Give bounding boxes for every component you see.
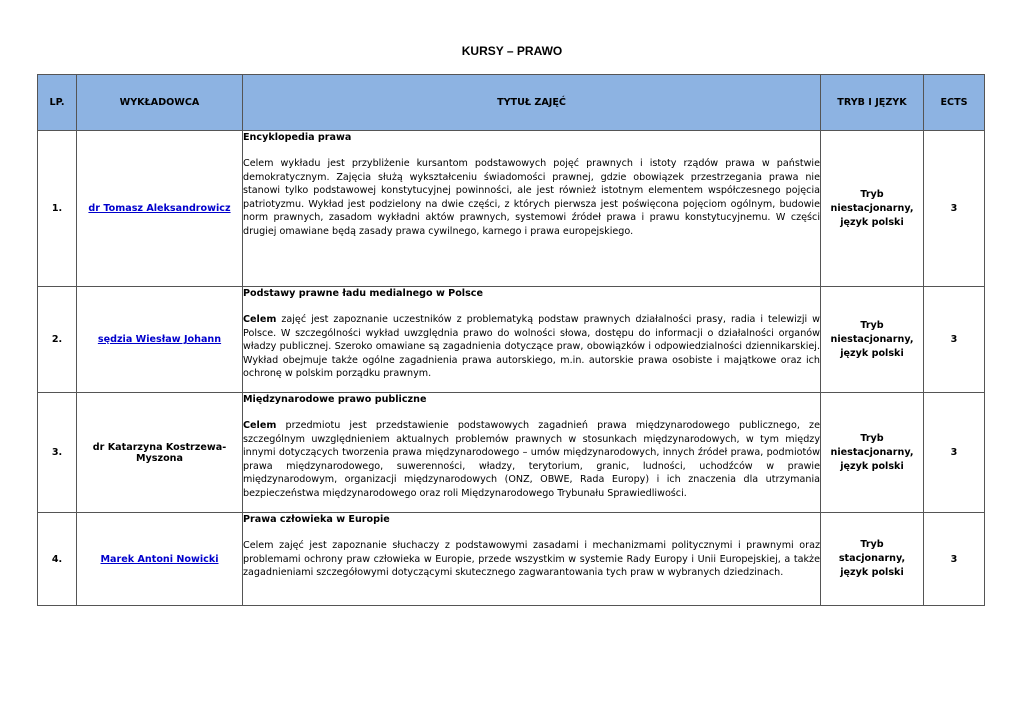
course-description-text: przedmiotu jest przedstawienie podstawowych zagadnień prawa międzynarodowego publicznego, ze szczególnym uwzględnieniem aktualnych problemów prawnych w stosunkach międzynarodowych, w tym między innymi dotyczących tworzenia prawa międzynarodowego – umów międzynarodowych, innych źródeł prawa, podmiotów prawa międzynarodowego, suwerenności, władzy, terytorium, granic, ludności, uchodźców w prawie międzynarodowym, organizacji międzynarodowych (ONZ, OBWE, Rada Europy) i ich znaczenia dla utrzymania bezpieczeństwa międzynarodowego oraz roli Międzynarodowego Trybunału Sprawiedliwości.: [243, 420, 820, 499]
mode-line-1: Tryb: [860, 319, 884, 331]
course-cell: [243, 393, 821, 513]
ects-value: 3: [924, 287, 985, 393]
lecturer-cell: [77, 513, 243, 606]
lecturer-cell: [77, 287, 243, 393]
row-number: 4.: [38, 513, 77, 606]
course-description-text: zajęć jest zapoznanie uczestników z problematyką podstaw prawnych działalności prasy, radia i telewizji w Polsce. W szczególności wykład uwzględnia prawo do wolności słowa, dostępu do informacji o działalności organów władzy publicznej. Szeroko omawiane są zagadnienia dotyczące praw, obowiązków i odpowiedzialności dziennikarskiej. Wykład obejmuje także ogólne zagadnienia prawa autorskiego, m.in. autorskie prawa osobiste i majątkowe oraz ich ochronę w polskim porządku prawnym.: [243, 314, 820, 380]
course-description-text: Celem zajęć jest zapoznanie słuchaczy z podstawowymi zasadami i mechanizmami politycznymi i prawnymi oraz problemami ochrony praw człowieka w Europie, przede wszystkim w systemie Rady Europy i Unii Europejskiej, a także zagadnieniami szczegółowymi dotyczącymi skutecznego zagwarantowania tych praw w wybranych dziedzinach.: [243, 540, 820, 579]
course-title: Podstawy prawne ładu medialnego w Polsce: [243, 288, 483, 299]
course-description: [243, 419, 820, 501]
course-description-lead: Celem: [243, 420, 277, 431]
table-row: [38, 513, 985, 606]
header-mode: TRYB I JĘZYK: [821, 75, 924, 131]
header-lp: LP.: [38, 75, 77, 131]
course-description-lead: Celem: [243, 314, 277, 325]
header-title: TYTUŁ ZAJĘĆ: [243, 75, 821, 131]
header-ects: ECTS: [924, 75, 985, 131]
course-cell: [243, 287, 821, 393]
mode-line-2: niestacjonarny,: [830, 333, 914, 345]
courses-table: [37, 74, 985, 606]
mode-line-3: język polski: [840, 567, 904, 578]
row-number: 1.: [38, 131, 77, 287]
page-title: KURSY – PRAWO: [461, 44, 563, 58]
mode-line-1: Tryb: [860, 539, 884, 550]
course-title: Prawa człowieka w Europie: [243, 514, 390, 525]
ects-value: 3: [924, 393, 985, 513]
course-title: Encyklopedia prawa: [243, 132, 352, 143]
table-row: [38, 393, 985, 513]
course-description: [243, 157, 820, 239]
mode-line-2: stacjonarny,: [838, 553, 906, 564]
course-description-text: Celem wykładu jest przybliżenie kursantom podstawowych pojęć prawnych i istoty rządów prawa w państwie demokratycznym. Zajęcia służą wykształceniu świadomości prawnej, gdzie obowiązek przestrzegania prawa nie stanowi tylko podstawowej konstytucyjnej powinności, ale jest również istotnym elementem współczesnego pojęcia patriotyzmu. Wykład jest podzielony na dwie części, z których pierwsza jest poświęcona pojęciom ogólnym, budowie norm prawnych, zasadom wykładni aktów prawnych, systemowi źródeł prawa i prawu konstytucyjnemu. W części drugiej omawiane będą zasady prawa cywilnego, karnego i prawa europejskiego.: [243, 158, 820, 237]
course-description: [243, 539, 820, 580]
lecturer-link[interactable]: dr Tomasz Aleksandrowicz: [88, 203, 231, 214]
mode-line-1: Tryb: [860, 188, 884, 200]
mode-line-2: niestacjonarny,: [830, 446, 914, 458]
mode-line-1: Tryb: [860, 432, 884, 444]
mode-line-3: język polski: [840, 347, 904, 359]
mode-cell: [821, 513, 924, 606]
mode-cell: [821, 393, 924, 513]
ects-value: 3: [924, 513, 985, 606]
header-lecturer: WYKŁADOWCA: [77, 75, 243, 131]
lecturer-link[interactable]: sędzia Wiesław Johann: [97, 334, 222, 345]
row-number: 3.: [38, 393, 77, 513]
table-row: [38, 131, 985, 287]
lecturer-link[interactable]: Marek Antoni Nowicki: [100, 553, 219, 565]
mode-line-3: język polski: [840, 216, 904, 228]
mode-cell: [821, 131, 924, 287]
course-cell: [243, 131, 821, 287]
ects-value: 3: [924, 131, 985, 287]
mode-line-2: niestacjonarny,: [830, 202, 914, 214]
row-number: 2.: [38, 287, 77, 393]
table-header-row: [38, 75, 985, 131]
lecturer-cell: [77, 131, 243, 287]
table-row: [38, 287, 985, 393]
mode-cell: [821, 287, 924, 393]
mode-line-3: język polski: [840, 460, 904, 472]
course-cell: [243, 513, 821, 606]
lecturer-name: dr Katarzyna Kostrzewa-Myszona: [92, 441, 227, 464]
lecturer-cell: [77, 393, 243, 513]
course-title: Międzynarodowe prawo publiczne: [243, 394, 427, 405]
course-description: [243, 313, 820, 381]
